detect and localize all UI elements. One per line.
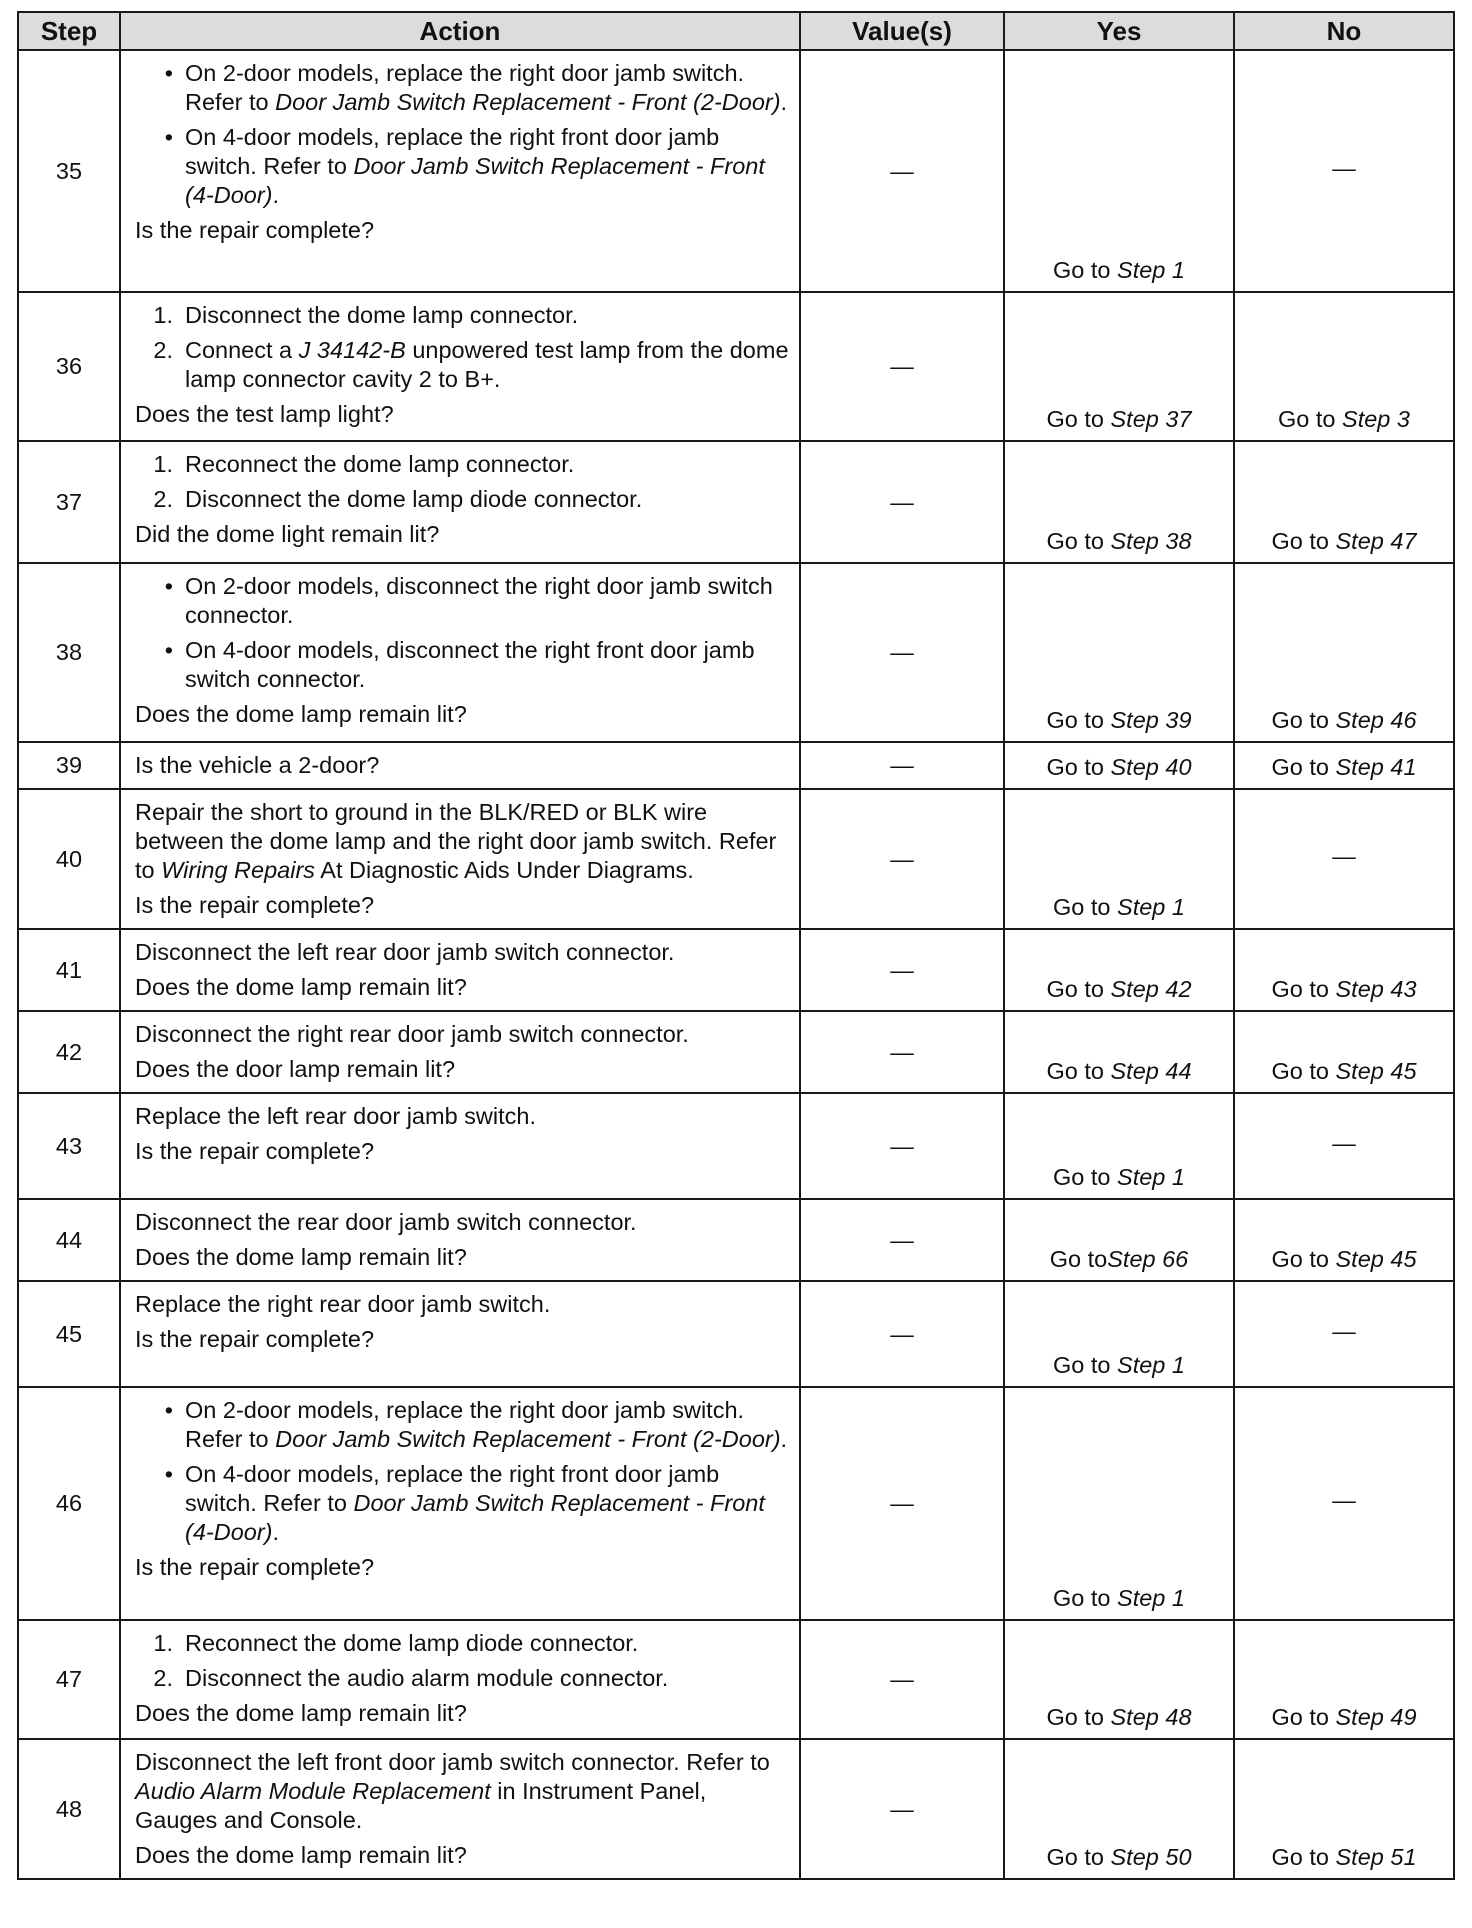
action-text: Reconnect the dome lamp diode connector. xyxy=(185,1630,639,1656)
item-number: 2. xyxy=(153,486,173,512)
action-text: unpowered test lamp from the dome lamp connector cavity 2 to B+. xyxy=(185,337,789,392)
action-cell xyxy=(120,1739,800,1879)
step-number: 35 xyxy=(18,50,120,292)
no-cell-dash: — xyxy=(1234,1281,1454,1387)
header-row xyxy=(18,12,1454,50)
bullet-marker: • xyxy=(164,60,173,86)
yes-cell xyxy=(1004,1011,1234,1093)
action-text: On 4-door models, disconnect the right front door jamb switch connector. xyxy=(185,637,755,692)
goto-step-no: Step 51 xyxy=(1335,1844,1417,1870)
table-row xyxy=(18,742,1454,789)
item-number: 1. xyxy=(153,1630,173,1656)
table-row xyxy=(18,50,1454,292)
reference-link-text: Audio Alarm Module Replacement xyxy=(135,1778,491,1804)
step-number: 48 xyxy=(18,1739,120,1879)
item-text xyxy=(185,636,789,694)
step-number: 38 xyxy=(18,563,120,742)
goto-step-yes: Step 1 xyxy=(1117,1352,1185,1378)
goto-prefix: Go to xyxy=(1053,1164,1118,1190)
action-text: Replace the right rear door jamb switch. xyxy=(135,1291,551,1317)
action-text: . xyxy=(780,1426,788,1452)
goto-step-no: Step 45 xyxy=(1335,1246,1417,1272)
no-cell xyxy=(1234,1739,1454,1879)
goto-prefix: Go to xyxy=(1271,1704,1336,1730)
goto-prefix: Go to xyxy=(1271,707,1336,733)
reference-link-text: J 34142-B xyxy=(298,337,406,363)
reference-link-text: Door Jamb Switch Replacement - Front (2-Door) xyxy=(275,89,781,115)
action-text: in Instrument Panel, Gauges and Console. xyxy=(135,1778,707,1833)
action-paragraph xyxy=(135,1748,789,1835)
value-cell: — xyxy=(800,292,1004,441)
question-text: Is the repair complete? xyxy=(135,1554,375,1580)
step-number: 43 xyxy=(18,1093,120,1199)
goto-step-no: Step 45 xyxy=(1335,1058,1417,1084)
goto-prefix: Go to xyxy=(1271,1246,1336,1272)
item-text xyxy=(185,123,789,210)
goto-prefix: Go to xyxy=(1046,1844,1111,1870)
bullet-item xyxy=(135,59,789,117)
bullet-marker: • xyxy=(164,1397,173,1423)
item-number: 2. xyxy=(153,337,173,363)
no-cell xyxy=(1234,1199,1454,1281)
question-text: Does the dome lamp remain lit? xyxy=(135,1700,467,1726)
yes-cell xyxy=(1004,789,1234,929)
goto-prefix: Go to xyxy=(1271,976,1336,1002)
item-text xyxy=(185,1629,789,1658)
bullet-item xyxy=(135,1460,789,1547)
action-cell xyxy=(120,50,800,292)
item-text xyxy=(185,572,789,630)
step-number: 41 xyxy=(18,929,120,1011)
bullet-item xyxy=(135,123,789,210)
step-number: 42 xyxy=(18,1011,120,1093)
question-text: Does the dome lamp remain lit? xyxy=(135,1244,467,1270)
goto-step-yes: Step 1 xyxy=(1117,894,1185,920)
table-row xyxy=(18,1620,1454,1739)
goto-step-yes: Step 38 xyxy=(1110,528,1192,554)
yes-cell xyxy=(1004,1620,1234,1739)
table-row xyxy=(18,1011,1454,1093)
bullet-item xyxy=(135,1396,789,1454)
header-no: No xyxy=(1234,12,1454,50)
action-text: Replace the left rear door jamb switch. xyxy=(135,1103,536,1129)
yes-cell xyxy=(1004,441,1234,563)
yes-cell xyxy=(1004,1199,1234,1281)
value-cell: — xyxy=(800,789,1004,929)
action-text: Disconnect the rear door jamb switch connector. xyxy=(135,1209,637,1235)
table-row xyxy=(18,292,1454,441)
item-text xyxy=(185,450,789,479)
yes-cell xyxy=(1004,929,1234,1011)
action-cell xyxy=(120,1620,800,1739)
reference-link-text: Wiring Repairs xyxy=(161,857,316,883)
question-text: Is the vehicle a 2-door? xyxy=(135,752,380,778)
table-row xyxy=(18,1387,1454,1620)
step-number: 47 xyxy=(18,1620,120,1739)
action-cell xyxy=(120,1281,800,1387)
goto-step-yes: Step 66 xyxy=(1107,1246,1189,1272)
goto-prefix: Go to xyxy=(1053,257,1118,283)
no-cell xyxy=(1234,1011,1454,1093)
no-cell-dash: — xyxy=(1234,1093,1454,1199)
goto-prefix: Go to xyxy=(1046,707,1111,733)
goto-step-no: Step 43 xyxy=(1335,976,1417,1002)
value-cell: — xyxy=(800,1620,1004,1739)
no-cell xyxy=(1234,1620,1454,1739)
action-text: Disconnect the left rear door jamb switch connector. xyxy=(135,939,675,965)
numbered-item xyxy=(135,450,789,479)
table-row xyxy=(18,441,1454,563)
action-paragraph xyxy=(135,1290,789,1319)
question-text: Did the dome light remain lit? xyxy=(135,521,440,547)
no-cell-dash: — xyxy=(1234,789,1454,929)
action-cell xyxy=(120,563,800,742)
no-cell-dash: — xyxy=(1234,1387,1454,1620)
item-number: 1. xyxy=(153,302,173,328)
action-cell xyxy=(120,929,800,1011)
reference-link-text: Door Jamb Switch Replacement - Front (4-Door) xyxy=(185,1490,765,1545)
question-text: Is the repair complete? xyxy=(135,892,375,918)
action-text: Disconnect the right rear door jamb switch connector. xyxy=(135,1021,689,1047)
goto-prefix: Go to xyxy=(1271,754,1336,780)
bullet-marker: • xyxy=(164,124,173,150)
action-text: . xyxy=(272,182,280,208)
yes-cell xyxy=(1004,1739,1234,1879)
goto-step-yes: Step 40 xyxy=(1110,754,1192,780)
goto-step-yes: Step 37 xyxy=(1110,406,1192,432)
header-step: Step xyxy=(18,12,120,50)
goto-step-yes: Step 1 xyxy=(1117,1585,1185,1611)
action-text: Connect a xyxy=(185,337,299,363)
table-row xyxy=(18,1281,1454,1387)
goto-step-yes: Step 1 xyxy=(1117,257,1185,283)
item-text xyxy=(185,1460,789,1547)
goto-prefix: Go to xyxy=(1053,1585,1118,1611)
action-text: Disconnect the audio alarm module connector. xyxy=(185,1665,669,1691)
goto-prefix: Go to xyxy=(1271,1058,1336,1084)
action-cell xyxy=(120,1011,800,1093)
action-cell xyxy=(120,1199,800,1281)
value-cell: — xyxy=(800,1011,1004,1093)
value-cell: — xyxy=(800,1281,1004,1387)
item-text xyxy=(185,336,789,394)
value-cell: — xyxy=(800,742,1004,789)
action-text: On 2-door models, replace the right door jamb switch. Refer to xyxy=(185,60,745,115)
bullet-marker: • xyxy=(164,1461,173,1487)
value-cell: — xyxy=(800,929,1004,1011)
yes-cell xyxy=(1004,50,1234,292)
item-text xyxy=(185,1664,789,1693)
action-paragraph xyxy=(135,798,789,885)
value-cell: — xyxy=(800,1739,1004,1879)
yes-cell xyxy=(1004,292,1234,441)
item-text xyxy=(185,59,789,117)
table-body xyxy=(18,50,1454,1879)
action-cell xyxy=(120,789,800,929)
bullet-marker: • xyxy=(164,637,173,663)
goto-prefix: Go to xyxy=(1278,406,1343,432)
bullet-marker: • xyxy=(164,573,173,599)
yes-cell xyxy=(1004,1093,1234,1199)
question-text: Does the dome lamp remain lit? xyxy=(135,1842,467,1868)
bullet-item xyxy=(135,572,789,630)
goto-step-no: Step 3 xyxy=(1342,406,1410,432)
step-number: 37 xyxy=(18,441,120,563)
action-text: On 2-door models, disconnect the right door jamb switch connector. xyxy=(185,573,773,628)
table-row xyxy=(18,563,1454,742)
item-number: 2. xyxy=(153,1665,173,1691)
value-cell: — xyxy=(800,50,1004,292)
action-text: . xyxy=(780,89,788,115)
value-cell: — xyxy=(800,441,1004,563)
goto-prefix: Go to xyxy=(1053,894,1118,920)
step-number: 39 xyxy=(18,742,120,789)
table-row xyxy=(18,929,1454,1011)
action-text: Reconnect the dome lamp connector. xyxy=(185,451,575,477)
question-text: Does the door lamp remain lit? xyxy=(135,1056,456,1082)
action-text: Repair the short to ground in the BLK/RED or BLK wire between the dome lamp and the right door jamb switch. Refer to xyxy=(135,799,777,883)
numbered-item xyxy=(135,336,789,394)
action-text: Disconnect the dome lamp diode connector. xyxy=(185,486,643,512)
item-number: 1. xyxy=(153,451,173,477)
question-text: Is the repair complete? xyxy=(135,1138,375,1164)
no-cell xyxy=(1234,563,1454,742)
header-values: Value(s) xyxy=(800,12,1004,50)
action-paragraph xyxy=(135,1020,789,1049)
no-cell xyxy=(1234,292,1454,441)
diagnostic-table xyxy=(17,11,1455,1880)
bullet-item xyxy=(135,636,789,694)
yes-cell xyxy=(1004,1281,1234,1387)
action-text: At Diagnostic Aids Under Diagrams. xyxy=(315,857,694,883)
goto-step-no: Step 47 xyxy=(1335,528,1417,554)
action-paragraph xyxy=(135,938,789,967)
goto-prefix: Go to xyxy=(1046,406,1111,432)
step-number: 46 xyxy=(18,1387,120,1620)
action-text: Disconnect the dome lamp connector. xyxy=(185,302,579,328)
yes-cell xyxy=(1004,742,1234,789)
goto-prefix: Go to xyxy=(1046,976,1111,1002)
numbered-item xyxy=(135,1629,789,1658)
action-cell xyxy=(120,1387,800,1620)
step-number: 40 xyxy=(18,789,120,929)
goto-prefix: Go to xyxy=(1049,1246,1108,1272)
goto-step-no: Step 49 xyxy=(1335,1704,1417,1730)
goto-prefix: Go to xyxy=(1053,1352,1118,1378)
action-text: . xyxy=(272,1519,280,1545)
table-row xyxy=(18,1739,1454,1879)
header-yes: Yes xyxy=(1004,12,1234,50)
goto-prefix: Go to xyxy=(1046,754,1111,780)
item-text xyxy=(185,301,789,330)
goto-step-yes: Step 44 xyxy=(1110,1058,1192,1084)
value-cell: — xyxy=(800,1199,1004,1281)
numbered-item xyxy=(135,1664,789,1693)
action-cell xyxy=(120,292,800,441)
action-cell xyxy=(120,1093,800,1199)
goto-prefix: Go to xyxy=(1271,1844,1336,1870)
item-text xyxy=(185,485,789,514)
table-row xyxy=(18,789,1454,929)
goto-step-no: Step 41 xyxy=(1335,754,1417,780)
goto-prefix: Go to xyxy=(1271,528,1336,554)
step-number: 44 xyxy=(18,1199,120,1281)
action-text: On 4-door models, replace the right front door jamb switch. Refer to xyxy=(185,1461,720,1516)
no-cell xyxy=(1234,929,1454,1011)
goto-step-yes: Step 50 xyxy=(1110,1844,1192,1870)
goto-step-no: Step 46 xyxy=(1335,707,1417,733)
table-row xyxy=(18,1199,1454,1281)
header-action: Action xyxy=(120,12,800,50)
action-cell xyxy=(120,441,800,563)
no-cell xyxy=(1234,441,1454,563)
goto-step-yes: Step 48 xyxy=(1110,1704,1192,1730)
action-cell xyxy=(120,742,800,789)
value-cell: — xyxy=(800,1093,1004,1199)
question-text: Does the dome lamp remain lit? xyxy=(135,974,467,1000)
value-cell: — xyxy=(800,1387,1004,1620)
question-text: Does the test lamp light? xyxy=(135,401,394,427)
action-paragraph xyxy=(135,1208,789,1237)
goto-step-yes: Step 39 xyxy=(1110,707,1192,733)
question-text: Does the dome lamp remain lit? xyxy=(135,701,467,727)
action-text: Disconnect the left front door jamb switch connector. Refer to xyxy=(135,1749,770,1775)
goto-step-yes: Step 42 xyxy=(1110,976,1192,1002)
numbered-item xyxy=(135,485,789,514)
table-row xyxy=(18,1093,1454,1199)
item-text xyxy=(185,1396,789,1454)
reference-link-text: Door Jamb Switch Replacement - Front (2-Door) xyxy=(275,1426,781,1452)
goto-prefix: Go to xyxy=(1046,528,1111,554)
value-cell: — xyxy=(800,563,1004,742)
question-text: Is the repair complete? xyxy=(135,1326,375,1352)
goto-prefix: Go to xyxy=(1046,1704,1111,1730)
no-cell xyxy=(1234,742,1454,789)
goto-step-yes: Step 1 xyxy=(1117,1164,1185,1190)
yes-cell xyxy=(1004,563,1234,742)
action-text: On 4-door models, replace the right front door jamb switch. Refer to xyxy=(185,124,720,179)
numbered-item xyxy=(135,301,789,330)
question-text: Is the repair complete? xyxy=(135,217,375,243)
goto-prefix: Go to xyxy=(1046,1058,1111,1084)
action-text: On 2-door models, replace the right door jamb switch. Refer to xyxy=(185,1397,745,1452)
reference-link-text: Door Jamb Switch Replacement - Front (4-Door) xyxy=(185,153,765,208)
no-cell-dash: — xyxy=(1234,50,1454,292)
action-paragraph xyxy=(135,1102,789,1131)
step-number: 36 xyxy=(18,292,120,441)
yes-cell xyxy=(1004,1387,1234,1620)
step-number: 45 xyxy=(18,1281,120,1387)
